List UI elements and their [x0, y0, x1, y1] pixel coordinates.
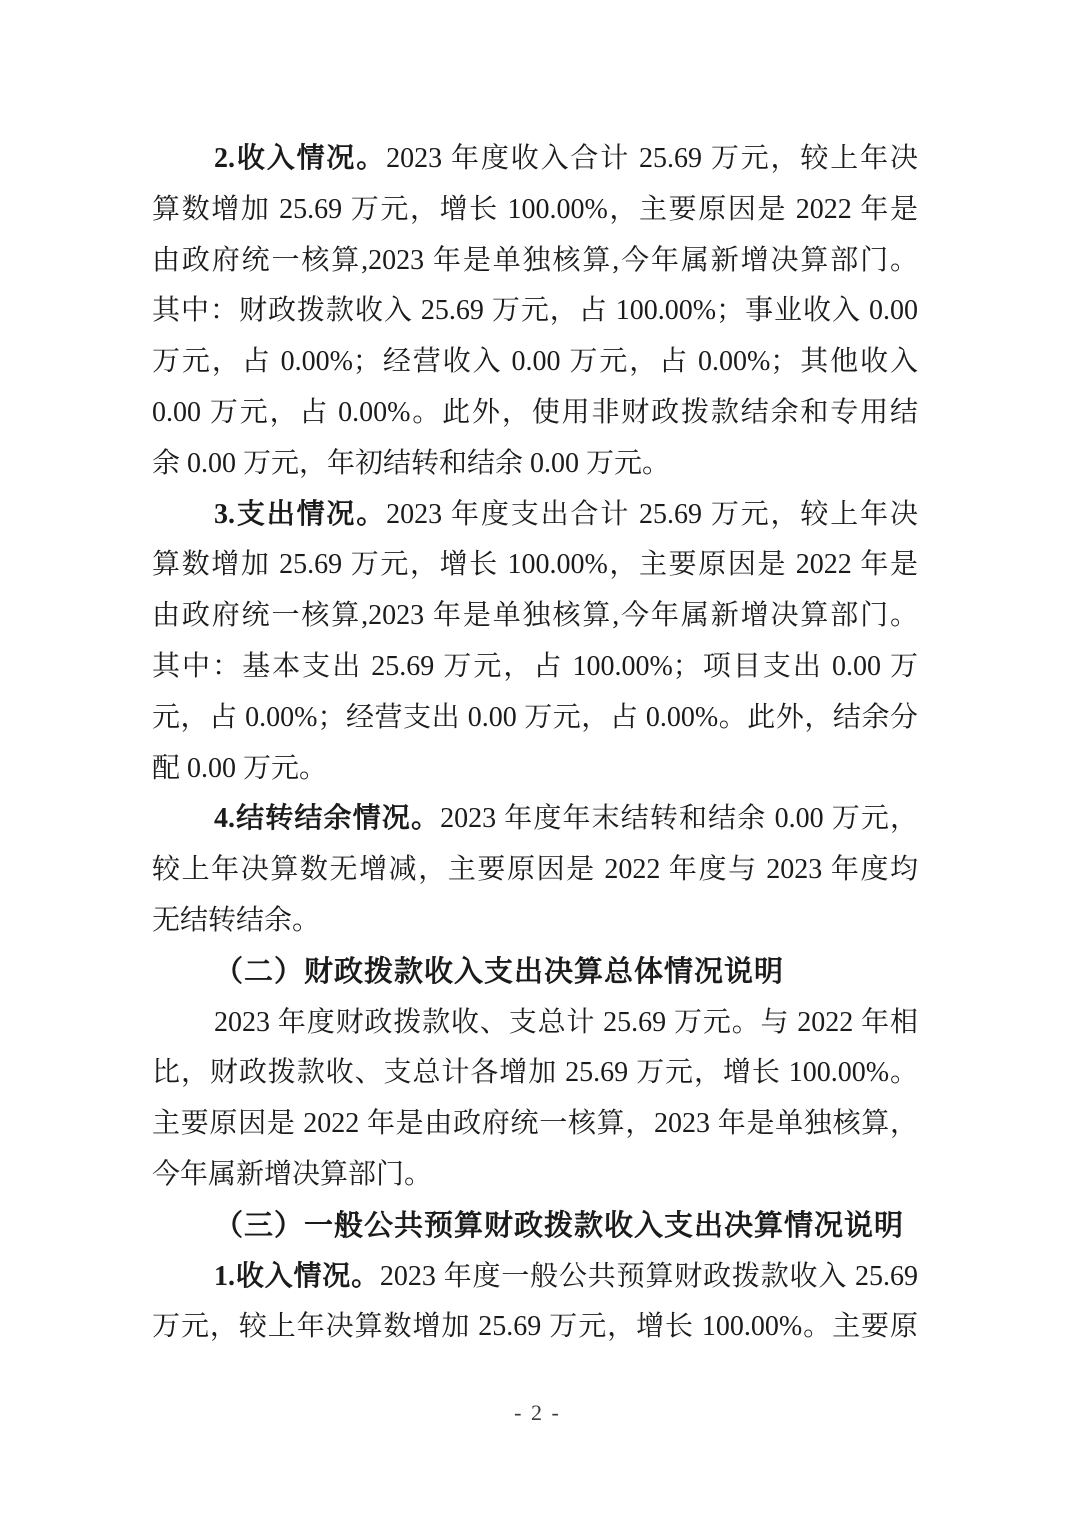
text-line	[152, 388, 918, 439]
bold-lead: 1.收入情况。	[214, 1260, 380, 1292]
line-text: 2023 年度财政拨款收、支总计 25.69 万元。与 2022 年相	[214, 1006, 918, 1038]
line-text: 0.00 万元，占 0.00%。此外，使用非财政拨款结余和专用结	[152, 396, 918, 428]
line-text: 配 0.00 万元。	[152, 752, 328, 784]
text-line	[152, 896, 918, 947]
text-line	[152, 490, 918, 541]
text-line	[152, 1302, 918, 1353]
line-text: 元，占 0.00%；经营支出 0.00 万元，占 0.00%。此外，结余分	[152, 701, 918, 733]
line-text: 其中：财政拨款收入 25.69 万元，占 100.00%；事业收入 0.00	[152, 295, 918, 327]
text-line	[152, 134, 918, 185]
line-text: 主要原因是 2022 年是由政府统一核算，2023 年是单独核算，	[152, 1108, 918, 1140]
page-footer	[0, 1400, 1075, 1426]
bold-lead: 3.支出情况。	[214, 498, 387, 530]
line-text: 比，财政拨款收、支总计各增加 25.69 万元，增长 100.00%。	[152, 1057, 918, 1089]
line-text: 今年属新增决算部门。	[152, 1158, 433, 1190]
text-line	[152, 439, 918, 490]
text-line	[152, 1099, 918, 1150]
text-line	[152, 693, 918, 744]
text-line	[152, 1150, 918, 1201]
line-text: 万元，较上年决算数增加 25.69 万元，增长 100.00%。主要原	[152, 1311, 918, 1343]
heading-text: （三）一般公共预算财政拨款收入支出决算情况说明	[214, 1209, 905, 1242]
bold-lead: 4.结转结余情况。	[214, 803, 441, 835]
heading-text: （二）财政拨款收入支出决算总体情况说明	[214, 955, 785, 988]
text-line	[152, 794, 918, 845]
line-text: 2023 年度一般公共预算财政拨款收入 25.69	[379, 1260, 918, 1292]
section-heading	[152, 947, 918, 998]
text-line	[152, 591, 918, 642]
page-number: - 2 -	[514, 1400, 561, 1425]
section-heading	[152, 1201, 918, 1252]
text-line	[152, 845, 918, 896]
text-line	[152, 540, 918, 591]
bold-lead: 2.收入情况。	[214, 143, 387, 174]
line-text: 无结转结余。	[152, 904, 321, 936]
line-text: 2023 年度年末结转和结余 0.00 万元，	[440, 803, 918, 835]
line-text: 由政府统一核算,2023 年是单独核算,今年属新增决算部门。	[152, 600, 918, 632]
document-body	[152, 134, 918, 1353]
line-text: 2023 年度支出合计 25.69 万元，较上年决	[386, 498, 918, 530]
line-text: 余 0.00 万元，年初结转和结余 0.00 万元。	[152, 447, 671, 479]
text-line	[152, 744, 918, 795]
text-line	[152, 1252, 918, 1303]
line-text: 其中：基本支出 25.69 万元，占 100.00%；项目支出 0.00 万	[152, 650, 918, 682]
line-text: 较上年决算数无增减，主要原因是 2022 年度与 2023 年度均	[152, 854, 918, 886]
line-text: 算数增加 25.69 万元，增长 100.00%，主要原因是 2022 年是	[152, 193, 918, 225]
text-line	[152, 1048, 918, 1099]
text-line	[152, 337, 918, 388]
line-text: 由政府统一核算,2023 年是单独核算,今年属新增决算部门。	[152, 244, 918, 276]
line-text: 2023 年度收入合计 25.69 万元，较上年决	[386, 143, 918, 174]
text-line	[152, 236, 918, 287]
line-text: 算数增加 25.69 万元，增长 100.00%，主要原因是 2022 年是	[152, 549, 918, 581]
text-line	[152, 286, 918, 337]
text-line	[152, 998, 918, 1049]
text-line	[152, 642, 918, 693]
line-text: 万元，占 0.00%；经营收入 0.00 万元，占 0.00%；其他收入	[152, 346, 918, 378]
text-line	[152, 185, 918, 236]
